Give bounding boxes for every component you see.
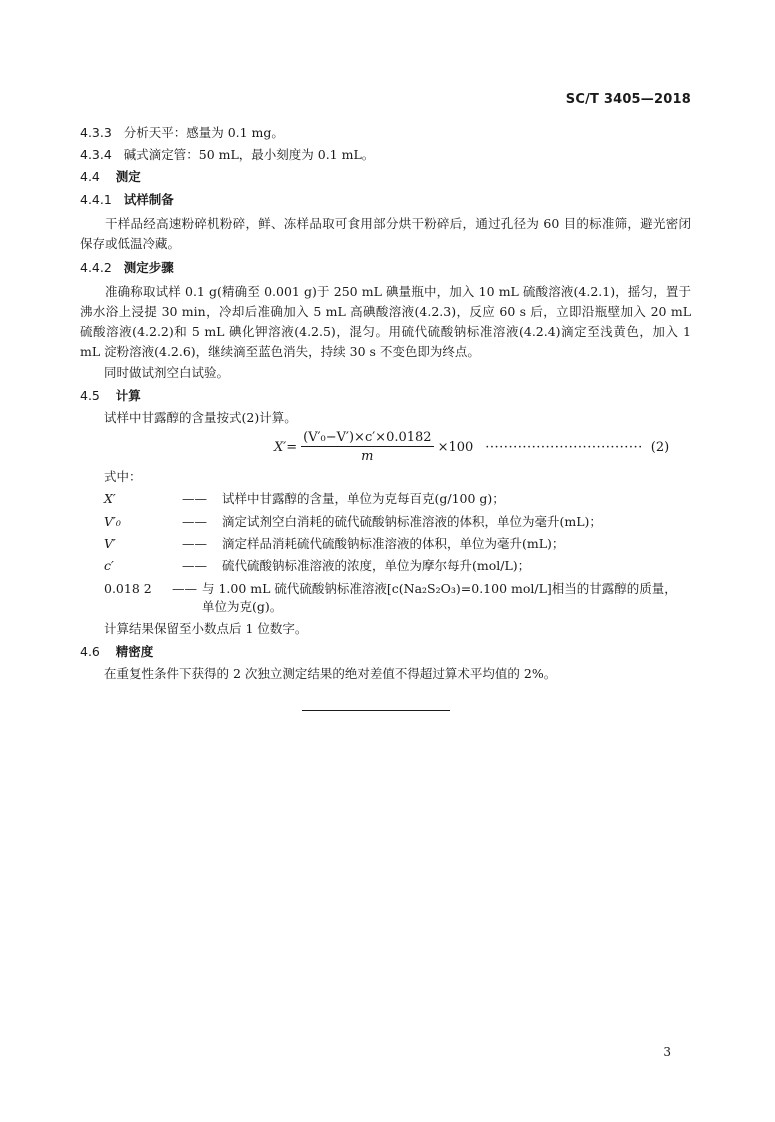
- section-4-6-heading: [80, 643, 153, 661]
- def-text: 与 1.00 mL 硫代硫酸钠标准溶液[c(Na₂S₂O₃)=0.100 mol/L]相当的甘露醇的质量，: [202, 581, 677, 596]
- section-4-4-1-heading: [80, 191, 174, 209]
- formula-leader-dots: ··································: [485, 439, 643, 455]
- def-row-c: [104, 557, 530, 575]
- def-row-x: [104, 490, 505, 508]
- page-number: 3: [663, 1045, 671, 1059]
- section-4-4-heading: [80, 168, 141, 186]
- section-title: 测定: [115, 169, 141, 184]
- def-row-v: [104, 535, 564, 553]
- procedure-paragraph: 准确称取试样 0.1 g(精确至 0.001 g)于 250 mL 碘量瓶中，加入 10 mL 硫酸溶液(4.2.1)，摇匀，置于沸水浴上浸提 30 min，冷却后准确加入 5 mL 高碘酸溶液(4.2.3)，反应 60 s 后，立即沿瓶壁加入 20 mL 硫酸溶液(4.2.2)和 5 mL 碘化钾溶液(4.2.5)，混匀。用硫代硫酸钠标准溶液(4.2.4)滴定至浅黄色，加入 1 mL 淀粉溶液(4.2.6)，继续滴至蓝色消失，持续 30 s 不变色即为终点。: [80, 284, 691, 359]
- section-number: 4.3.3: [80, 125, 112, 140]
- item-text: 碱式滴定管：50 mL，最小刻度为 0.1 mL。: [123, 147, 375, 162]
- section-title: 测定步骤: [123, 260, 174, 275]
- def-row-v0: [104, 513, 602, 531]
- def-dash: ——: [182, 514, 207, 529]
- section-number: 4.4: [80, 169, 100, 184]
- def-row-constant: [104, 580, 677, 598]
- section-number: 4.5: [80, 388, 100, 403]
- def-row-constant-cont: 单位为克(g)。: [202, 599, 283, 614]
- def-text: 滴定试剂空白消耗的硫代硫酸钠标准溶液的体积，单位为毫升(mL)；: [222, 514, 602, 529]
- precision-text: 在重复性条件下获得的 2 次独立测定结果的绝对差值不得超过算术平均值的 2%。: [104, 666, 557, 681]
- blank-test-note: 同时做试剂空白试验。: [104, 365, 230, 380]
- section-title: 计算: [115, 388, 141, 403]
- calculation-intro: 试样中甘露醇的含量按式(2)计算。: [104, 410, 297, 425]
- rounding-note: 计算结果保留至小数点后 1 位数字。: [104, 621, 308, 636]
- formula-denominator: m: [361, 449, 374, 464]
- sample-prep-paragraph: 干样品经高速粉碎机粉碎，鲜、冻样品取可食用部分烘干粉碎后，通过孔径为 60 目的标准筛，避光密闭保存或低温冷藏。: [80, 216, 691, 251]
- def-dash: ——: [182, 491, 207, 506]
- def-symbol: V′₀: [104, 514, 121, 529]
- def-symbol: V′: [104, 536, 116, 551]
- def-symbol: 0.018 2: [104, 581, 152, 596]
- standard-code-header: SC/T 3405—2018: [565, 92, 691, 107]
- section-number: 4.6: [80, 644, 100, 659]
- def-text: 滴定样品消耗硫代硫酸钠标准溶液的体积，单位为毫升(mL)；: [222, 536, 565, 551]
- section-number: 4.4.2: [80, 260, 112, 275]
- section-number: 4.4.1: [80, 192, 112, 207]
- end-rule: [302, 710, 450, 711]
- item-text: 分析天平：感量为 0.1 mg。: [123, 125, 284, 140]
- def-dash: ——: [182, 558, 207, 573]
- formula-number: (2): [650, 439, 670, 455]
- section-title: 试样制备: [123, 192, 174, 207]
- formula-lhs: X′: [274, 439, 287, 455]
- def-symbol: c′: [104, 558, 114, 573]
- formula-multiplier: ×100: [437, 439, 474, 455]
- def-text: 硫代硫酸钠标准溶液的浓度，单位为摩尔每升(mol/L)；: [222, 558, 531, 573]
- section-title: 精密度: [115, 644, 154, 659]
- equals-sign: =: [286, 439, 298, 455]
- formula-numerator: (V′₀−V′)×c′×0.0182: [303, 430, 432, 445]
- item-4-3-4: [80, 146, 374, 164]
- formula-fraction: [301, 430, 433, 464]
- section-4-5-heading: [80, 387, 141, 405]
- formula-2: [274, 430, 669, 464]
- section-4-4-2-heading: [80, 259, 174, 277]
- section-number: 4.3.4: [80, 147, 112, 162]
- def-dash: ——: [182, 536, 207, 551]
- def-text: 试样中甘露醇的含量，单位为克每百克(g/100 g)；: [222, 491, 505, 506]
- where-label: 式中：: [104, 469, 142, 484]
- def-symbol: X′: [104, 491, 116, 506]
- def-dash: ——: [172, 581, 197, 596]
- item-4-3-3: [80, 124, 284, 142]
